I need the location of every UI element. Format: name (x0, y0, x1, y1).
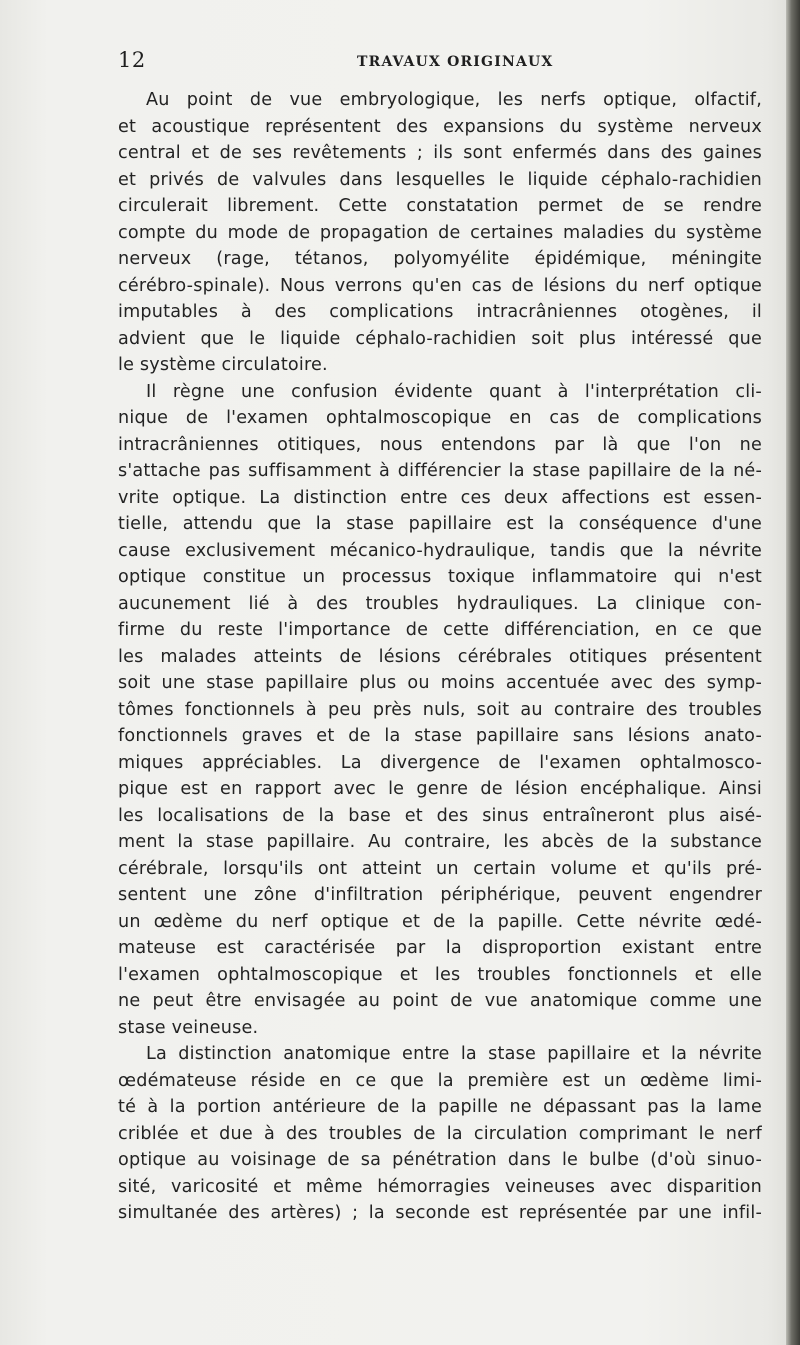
text-line: sité, varicosité et même hémorragies veineuses avec disparition (118, 1176, 762, 1197)
text-line: le système circulatoire. (118, 355, 328, 375)
text-line: compte du mode de propagation de certaines maladies du système (118, 222, 762, 243)
text-line: l'examen ophtalmoscopique et les troubles fonctionnels et elle (118, 964, 762, 985)
text-line: La distinction anatomique entre la stase papillaire et la névrite (146, 1044, 762, 1064)
text-line: mateuse est caractérisée par la disproportion existant entre (118, 938, 762, 958)
text-line: les localisations de la base et des sinus entraîneront plus aisé- (118, 805, 762, 826)
page-number: 12 (118, 48, 146, 72)
text-line: s'attache pas suffisamment à différencier la stase papillaire de la né- (118, 461, 762, 481)
text-line: intracrâniennes otitiques, nous entendons par là que l'on ne (118, 434, 762, 455)
text-line: tômes fonctionnels à peu près nuls, soit au contraire des troubles (118, 699, 762, 720)
text-line: aucunement lié à des troubles hydrauliques. La clinique con- (118, 593, 762, 614)
text-line: œdémateuse réside en ce que la première est un œdème limi- (118, 1070, 762, 1091)
text-line: criblée et due à des troubles de la circulation comprimant le nerf (118, 1123, 762, 1144)
text-line: un œdème du nerf optique et de la papille. Cette névrite œdé- (118, 911, 762, 932)
text-line: tielle, attendu que la stase papillaire est la conséquence d'une (118, 514, 762, 534)
text-line: vrite optique. La distinction entre ces deux affections est essen- (118, 487, 762, 508)
text-line: té à la portion antérieure de la papille ne dépassant pas la lame (118, 1097, 762, 1117)
text-line: nerveux (rage, tétanos, polyomyélite épidémique, méningite (118, 249, 762, 269)
text-line: advient que le liquide céphalo-rachidien soit plus intéressé que (118, 328, 762, 349)
text-line: circulerait librement. Cette constatation permet de se rendre (118, 196, 762, 216)
text-line: fonctionnels graves et de la stase papillaire sans lésions anato- (118, 726, 762, 746)
text-line: imputables à des complications intracrâniennes otogènes, il (118, 302, 762, 322)
body-text (118, 87, 762, 1227)
text-line: ment la stase papillaire. Au contraire, les abcès de la substance (118, 832, 762, 852)
text-line: cérébrale, lorsqu'ils ont atteint un certain volume et qu'ils pré- (118, 858, 762, 879)
text-line: et acoustique représentent des expansions du système nerveux (118, 116, 762, 137)
text-line: firme du reste l'importance de cette différenciation, en ce que (118, 620, 762, 640)
text-line: soit une stase papillaire plus ou moins accentuée avec des symp- (118, 673, 762, 693)
text-line: miques appréciables. La divergence de l'examen ophtalmosco- (118, 752, 762, 773)
book-spine-shadow (786, 0, 800, 1345)
page-header (0, 44, 800, 74)
text-line: central et de ses revêtements ; ils sont enfermés dans des gaines (118, 143, 762, 163)
text-line: Au point de vue embryologique, les nerfs optique, olfactif, (146, 90, 762, 110)
text-line: stase veineuse. (118, 1017, 259, 1038)
text-line: simultanée des artères) ; la seconde est représentée par une infil- (118, 1203, 762, 1223)
text-line: cause exclusivement mécanico-hydraulique, tandis que la névrite (118, 540, 762, 561)
text-line: et privés de valvules dans lesquelles le liquide céphalo-rachidien (118, 169, 762, 190)
text-line: sentent une zône d'infiltration périphérique, peuvent engendrer (118, 885, 762, 905)
text-line: nique de l'examen ophtalmoscopique en cas de complications (118, 408, 762, 428)
text-line: optique constitue un processus toxique inflammatoire qui n'est (118, 567, 762, 587)
text-line: pique est en rapport avec le genre de lésion encéphalique. Ainsi (118, 779, 762, 799)
text-line: Il règne une confusion évidente quant à l'interprétation cli- (146, 381, 762, 402)
running-title: TRAVAUX ORIGINAUX (357, 54, 554, 70)
text-line: les malades atteints de lésions cérébrales otitiques présentent (118, 646, 762, 667)
text-line: optique au voisinage de sa pénétration dans le bulbe (d'où sinuo- (118, 1150, 762, 1170)
text-line: ne peut être envisagée au point de vue anatomique comme une (118, 991, 762, 1011)
text-line: cérébro-spinale). Nous verrons qu'en cas de lésions du nerf optique (118, 275, 762, 296)
